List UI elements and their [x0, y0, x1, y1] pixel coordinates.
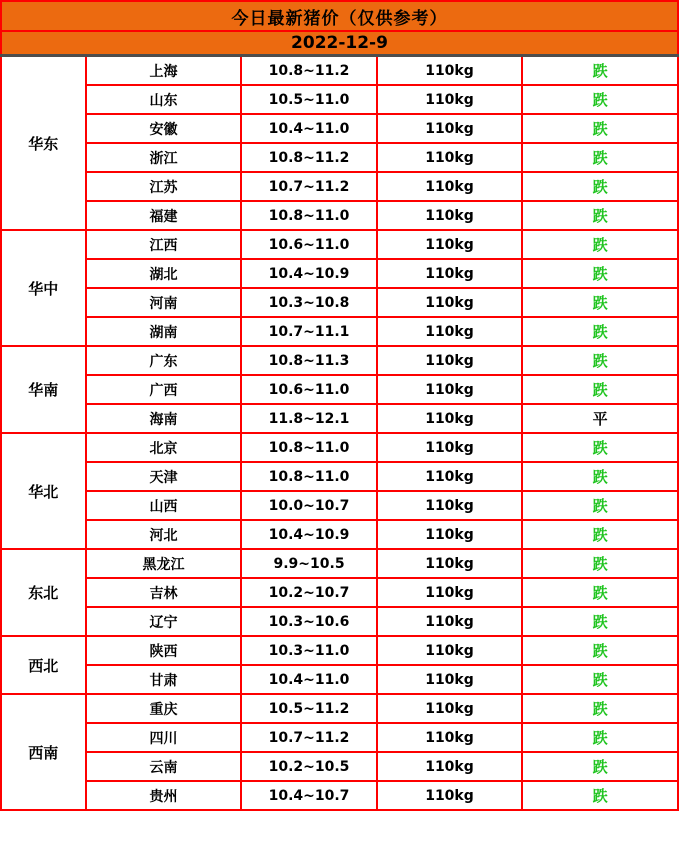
- weight-cell: 110kg: [377, 375, 523, 404]
- trend-cell: 跌: [522, 433, 678, 462]
- trend-cell: 跌: [522, 665, 678, 694]
- province-cell: 四川: [86, 723, 242, 752]
- table-row: [1, 346, 678, 375]
- province-cell: 河北: [86, 520, 242, 549]
- price-range-cell: 10.5~11.2: [241, 694, 376, 723]
- price-range-cell: 10.4~10.7: [241, 781, 376, 810]
- weight-cell: 110kg: [377, 636, 523, 665]
- weight-cell: 110kg: [377, 201, 523, 230]
- table-row: [1, 317, 678, 346]
- weight-cell: 110kg: [377, 491, 523, 520]
- province-cell: 海南: [86, 404, 242, 433]
- weight-cell: 110kg: [377, 114, 523, 143]
- price-range-cell: 10.6~11.0: [241, 230, 376, 259]
- province-cell: 广西: [86, 375, 242, 404]
- table-row: [1, 752, 678, 781]
- province-cell: 甘肃: [86, 665, 242, 694]
- province-cell: 福建: [86, 201, 242, 230]
- trend-cell: 跌: [522, 114, 678, 143]
- table-row: [1, 201, 678, 230]
- region-cell: 华南: [1, 346, 86, 433]
- trend-cell: 跌: [522, 288, 678, 317]
- province-cell: 吉林: [86, 578, 242, 607]
- table-row: [1, 433, 678, 462]
- province-cell: 天津: [86, 462, 242, 491]
- province-cell: 重庆: [86, 694, 242, 723]
- price-range-cell: 10.8~11.2: [241, 143, 376, 172]
- table-row: [1, 636, 678, 665]
- price-range-cell: 10.8~11.0: [241, 433, 376, 462]
- table-row: [1, 665, 678, 694]
- weight-cell: 110kg: [377, 694, 523, 723]
- weight-cell: 110kg: [377, 433, 523, 462]
- table-row: [1, 404, 678, 433]
- trend-cell: 跌: [522, 578, 678, 607]
- price-range-cell: 10.8~11.3: [241, 346, 376, 375]
- weight-cell: 110kg: [377, 143, 523, 172]
- price-range-cell: 10.3~10.6: [241, 607, 376, 636]
- table-row: [1, 288, 678, 317]
- date-label: 2022-12-9: [1, 31, 678, 56]
- trend-cell: 平: [522, 404, 678, 433]
- price-range-cell: 10.7~11.1: [241, 317, 376, 346]
- province-cell: 浙江: [86, 143, 242, 172]
- trend-cell: 跌: [522, 520, 678, 549]
- table-row: [1, 375, 678, 404]
- trend-cell: 跌: [522, 462, 678, 491]
- table-row: [1, 520, 678, 549]
- weight-cell: 110kg: [377, 578, 523, 607]
- price-range-cell: 10.0~10.7: [241, 491, 376, 520]
- trend-cell: 跌: [522, 230, 678, 259]
- trend-cell: 跌: [522, 723, 678, 752]
- price-range-cell: 10.4~10.9: [241, 520, 376, 549]
- date-row: [1, 31, 678, 56]
- province-cell: 湖南: [86, 317, 242, 346]
- weight-cell: 110kg: [377, 404, 523, 433]
- weight-cell: 110kg: [377, 85, 523, 114]
- price-range-cell: 10.8~11.0: [241, 462, 376, 491]
- trend-cell: 跌: [522, 346, 678, 375]
- province-cell: 山西: [86, 491, 242, 520]
- region-cell: 华中: [1, 230, 86, 346]
- table-row: [1, 172, 678, 201]
- province-cell: 江苏: [86, 172, 242, 201]
- weight-cell: 110kg: [377, 752, 523, 781]
- trend-cell: 跌: [522, 375, 678, 404]
- trend-cell: 跌: [522, 549, 678, 578]
- province-cell: 北京: [86, 433, 242, 462]
- region-cell: 西北: [1, 636, 86, 694]
- title-row: [1, 1, 678, 31]
- trend-cell: 跌: [522, 636, 678, 665]
- province-cell: 安徽: [86, 114, 242, 143]
- table-row: [1, 56, 678, 86]
- province-cell: 河南: [86, 288, 242, 317]
- price-range-cell: 10.4~11.0: [241, 665, 376, 694]
- trend-cell: 跌: [522, 491, 678, 520]
- price-range-cell: 10.7~11.2: [241, 172, 376, 201]
- trend-cell: 跌: [522, 694, 678, 723]
- table-row: [1, 607, 678, 636]
- trend-cell: 跌: [522, 201, 678, 230]
- table-row: [1, 143, 678, 172]
- trend-cell: 跌: [522, 752, 678, 781]
- price-range-cell: 10.4~11.0: [241, 114, 376, 143]
- province-cell: 云南: [86, 752, 242, 781]
- trend-cell: 跌: [522, 172, 678, 201]
- province-cell: 江西: [86, 230, 242, 259]
- province-cell: 湖北: [86, 259, 242, 288]
- region-cell: 东北: [1, 549, 86, 636]
- weight-cell: 110kg: [377, 520, 523, 549]
- trend-cell: 跌: [522, 317, 678, 346]
- price-range-cell: 10.2~10.7: [241, 578, 376, 607]
- weight-cell: 110kg: [377, 317, 523, 346]
- province-cell: 山东: [86, 85, 242, 114]
- table-row: [1, 491, 678, 520]
- trend-cell: 跌: [522, 607, 678, 636]
- weight-cell: 110kg: [377, 462, 523, 491]
- trend-cell: 跌: [522, 259, 678, 288]
- price-range-cell: 10.2~10.5: [241, 752, 376, 781]
- trend-cell: 跌: [522, 85, 678, 114]
- table-row: [1, 259, 678, 288]
- weight-cell: 110kg: [377, 346, 523, 375]
- region-cell: 华北: [1, 433, 86, 549]
- weight-cell: 110kg: [377, 172, 523, 201]
- price-range-cell: 10.3~10.8: [241, 288, 376, 317]
- province-cell: 陕西: [86, 636, 242, 665]
- weight-cell: 110kg: [377, 723, 523, 752]
- province-cell: 上海: [86, 56, 242, 86]
- page-title: 今日最新猪价（仅供参考）: [1, 1, 678, 31]
- weight-cell: 110kg: [377, 259, 523, 288]
- region-cell: 西南: [1, 694, 86, 810]
- weight-cell: 110kg: [377, 781, 523, 810]
- table-row: [1, 85, 678, 114]
- price-range-cell: 10.4~10.9: [241, 259, 376, 288]
- price-range-cell: 10.7~11.2: [241, 723, 376, 752]
- price-range-cell: 11.8~12.1: [241, 404, 376, 433]
- table-row: [1, 230, 678, 259]
- weight-cell: 110kg: [377, 665, 523, 694]
- price-range-cell: 10.5~11.0: [241, 85, 376, 114]
- province-cell: 黑龙江: [86, 549, 242, 578]
- weight-cell: 110kg: [377, 288, 523, 317]
- province-cell: 辽宁: [86, 607, 242, 636]
- table-row: [1, 781, 678, 810]
- price-range-cell: 9.9~10.5: [241, 549, 376, 578]
- trend-cell: 跌: [522, 781, 678, 810]
- table-row: [1, 723, 678, 752]
- table-row: [1, 114, 678, 143]
- price-range-cell: 10.6~11.0: [241, 375, 376, 404]
- province-cell: 广东: [86, 346, 242, 375]
- table-row: [1, 462, 678, 491]
- weight-cell: 110kg: [377, 56, 523, 86]
- province-cell: 贵州: [86, 781, 242, 810]
- weight-cell: 110kg: [377, 230, 523, 259]
- trend-cell: 跌: [522, 143, 678, 172]
- table-row: [1, 578, 678, 607]
- table-row: [1, 694, 678, 723]
- table-row: [1, 549, 678, 578]
- price-range-cell: 10.8~11.0: [241, 201, 376, 230]
- region-cell: 华东: [1, 56, 86, 231]
- price-range-cell: 10.3~11.0: [241, 636, 376, 665]
- weight-cell: 110kg: [377, 607, 523, 636]
- weight-cell: 110kg: [377, 549, 523, 578]
- trend-cell: 跌: [522, 56, 678, 86]
- price-range-cell: 10.8~11.2: [241, 56, 376, 86]
